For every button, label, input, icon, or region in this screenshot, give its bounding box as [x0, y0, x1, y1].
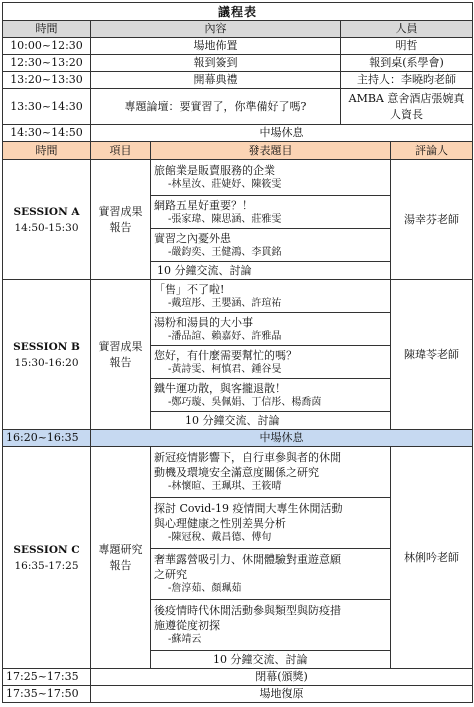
talk-cell — [151, 196, 391, 229]
table-row — [3, 669, 473, 686]
talk-authors: -潘品諠、賴嘉妤、許雅晶 — [168, 330, 282, 342]
talk-cell — [151, 229, 391, 262]
discussion: 10 分鐘交流、討論 — [151, 262, 391, 280]
talk-cell — [151, 600, 391, 651]
talk-title-line2: 之研究 — [154, 568, 187, 581]
table-row — [3, 89, 473, 125]
talk-title-line1: 新冠疫情影響下，自行車參與者的休閒 — [154, 451, 341, 464]
talk-title: 旅館業是販賣服務的企業 — [154, 164, 275, 177]
session-name: SESSION B — [13, 340, 80, 353]
talk-title: 鐵牛運功散，與客攏退散！ — [154, 381, 286, 395]
session-header-topic: 發表題目 — [151, 142, 391, 160]
discussion: 10 分鐘交流、討論 — [151, 412, 391, 430]
session-time: 16:35-17:25 — [14, 559, 79, 572]
discussion: 10 分鐘交流、討論 — [151, 651, 391, 669]
row-person: AMBA 意舍酒店張婉真人資長 — [341, 89, 473, 125]
talk-authors: -林星汝、莊婕妤、陳筱雯 — [168, 179, 282, 190]
talk-authors: -黃詩雯、柯慎君、鍾谷旻 — [168, 363, 282, 375]
break-row — [3, 125, 473, 142]
break-row — [3, 430, 473, 447]
talk-authors: -戴瑄彤、王嬰涵、許瑄祐 — [168, 297, 282, 309]
talk-cell — [151, 346, 391, 379]
talk-title-line1: 後疫情時代休閒活動參與類型與防疫措 — [154, 604, 341, 617]
row-content: 場地佈置 — [91, 38, 341, 55]
row-label: 場地復原 — [91, 686, 473, 703]
session-header-reviewer: 評論人 — [391, 142, 473, 160]
session-header-item: 項目 — [91, 142, 151, 160]
table-row — [3, 447, 473, 498]
talk-cell — [151, 280, 391, 313]
row-label: 閉幕(頒獎) — [91, 669, 473, 686]
talk-authors: -詹淳茹、顏珮茹 — [168, 583, 242, 594]
talk-cell — [151, 549, 391, 600]
row-content: 報到簽到 — [91, 55, 341, 72]
row-person: 明哲 — [341, 38, 473, 55]
talk-title: 網路五星好重要？！ — [154, 198, 253, 212]
talk-cell — [151, 447, 391, 498]
session-b-time-cell — [3, 280, 91, 430]
session-c-time-cell — [3, 447, 91, 669]
agenda-top-table — [2, 2, 473, 142]
break-time: 14:30~14:50 — [3, 125, 91, 142]
table-row — [3, 55, 473, 72]
row-time: 12:30~13:20 — [3, 55, 91, 72]
talk-title-line2: 與心理健康之性別差異分析 — [154, 517, 286, 530]
row-content: 專題論壇：要實習了，你準備好了嗎? — [91, 89, 341, 125]
talk-cell — [151, 498, 391, 549]
row-time: 13:20~13:30 — [3, 72, 91, 89]
talk-title: 「售」不了啦! — [154, 282, 225, 296]
break-time: 16:20~16:35 — [3, 430, 91, 447]
talk-authors: -林懷暄、王珮琪、王筱晴 — [168, 481, 282, 492]
break-label: 中場休息 — [91, 430, 473, 447]
row-time: 17:25~17:35 — [3, 669, 91, 686]
row-time: 13:30~14:30 — [3, 89, 91, 125]
row-time: 10:00~12:30 — [3, 38, 91, 55]
talk-authors: -陳冠稅、戴昌德、傅旬 — [168, 532, 272, 543]
talk-title: 實習之內憂外患 — [154, 231, 231, 245]
session-name: SESSION A — [13, 205, 80, 218]
talk-cell — [151, 160, 391, 196]
talk-cell — [151, 379, 391, 412]
table-row — [3, 160, 473, 196]
talk-title-line2: 施遵從度初探 — [154, 619, 220, 632]
talk-authors: -蘇靖云 — [168, 634, 202, 645]
talk-title-line1: 奢華露營吸引力、休閒體驗對重遊意願 — [154, 553, 341, 566]
session-a-time-cell — [3, 160, 91, 280]
header-content: 內容 — [91, 21, 341, 38]
break-label: 中場休息 — [91, 125, 473, 142]
session-reviewer: 陳瑋苓老師 — [391, 280, 473, 430]
session-reviewer: 湯幸芬老師 — [391, 160, 473, 280]
page-title: 議程表 — [3, 3, 473, 21]
talk-title-line2: 動機及環境安全滿意度關係之研究 — [154, 466, 319, 479]
talk-authors: -嚴鈞奕、王健鴻、李貫銘 — [168, 246, 282, 258]
row-person: 報到桌(系學會) — [341, 55, 473, 72]
header-time: 時間 — [3, 21, 91, 38]
table-row — [3, 72, 473, 89]
row-person: 主持人：李曉昀老師 — [341, 72, 473, 89]
agenda-sessions-table — [2, 141, 473, 703]
session-time: 14:50-15:30 — [14, 221, 79, 234]
header-person: 人員 — [341, 21, 473, 38]
table-row — [3, 280, 473, 313]
talk-cell — [151, 313, 391, 346]
talk-title-line1: 探討 Covid-19 疫情間大專生休閒活動 — [154, 502, 343, 515]
session-name: SESSION C — [13, 543, 80, 556]
session-item: 專題研究報告 — [91, 447, 151, 669]
session-item: 實習成果報告 — [91, 160, 151, 280]
talk-authors: -鄭巧璇、吳佩娟、丁信彤、楊喬茵 — [168, 396, 322, 408]
session-time: 15:30-16:20 — [14, 356, 79, 369]
row-content: 開幕典禮 — [91, 72, 341, 89]
talk-title: 您好，有什麼需要幫忙的嗎？ — [154, 348, 297, 362]
session-item: 實習成果報告 — [91, 280, 151, 430]
session-reviewer: 林俐吟老師 — [391, 447, 473, 669]
table-row — [3, 38, 473, 55]
talk-title: 湯粉和湯員的大小事 — [154, 315, 253, 329]
session-header-time: 時間 — [3, 142, 91, 160]
table-row — [3, 686, 473, 703]
row-time: 17:35~17:50 — [3, 686, 91, 703]
agenda-page — [2, 2, 472, 703]
talk-authors: -張家瑋、陳思涵、莊雅雯 — [168, 213, 282, 225]
